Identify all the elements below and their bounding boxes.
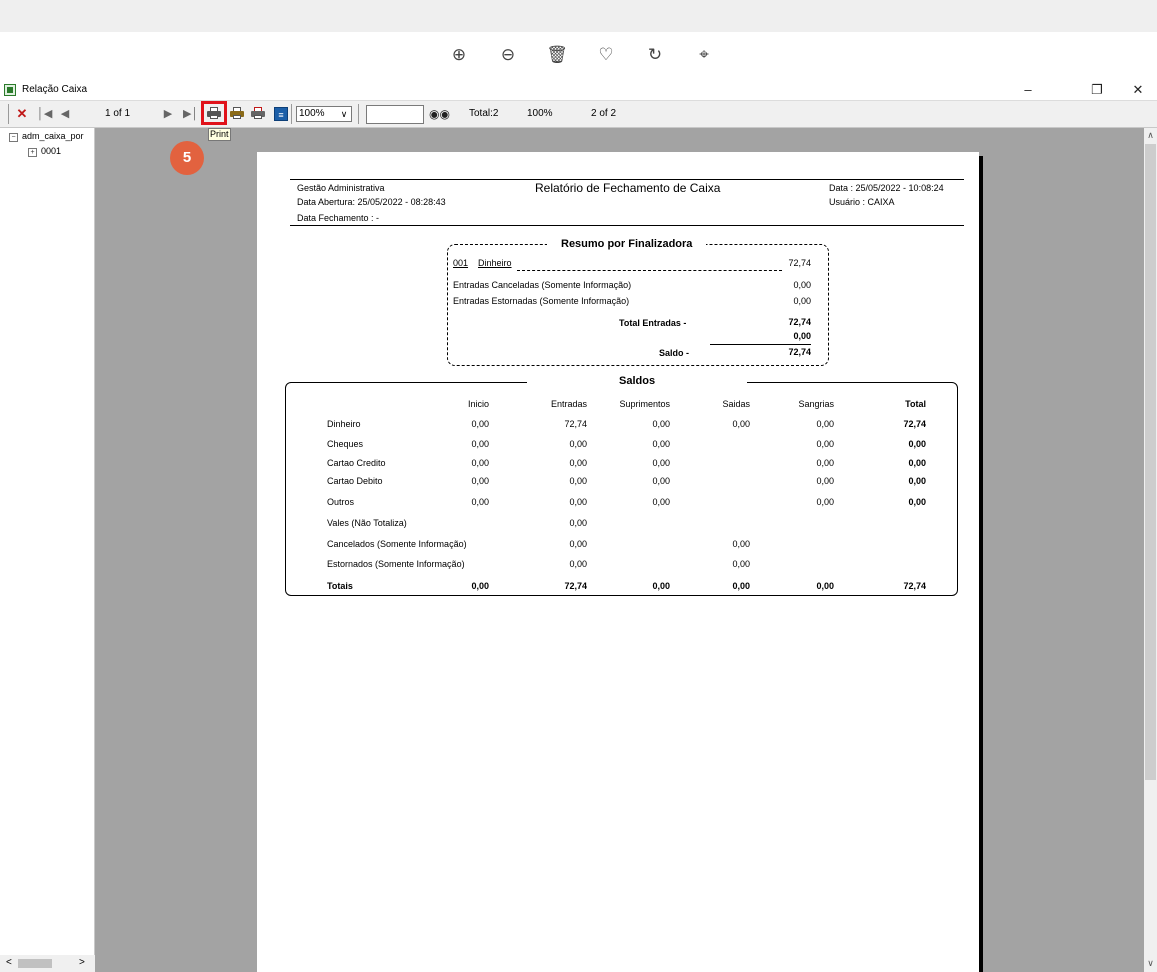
col-header-suprimentos: Suprimentos [619, 399, 670, 409]
close-button[interactable]: ✕ [1132, 82, 1144, 97]
saldos-cell: 0,00 [471, 497, 489, 507]
saldos-row-label: Cartao Debito [327, 476, 383, 486]
delete-icon[interactable]: 🗑 [546, 45, 568, 64]
top-bar [0, 0, 1157, 32]
pages-read: 2 of 2 [591, 108, 617, 119]
balance-label: Saldo - [659, 348, 690, 358]
window-title: Relação Caixa [22, 84, 88, 95]
report-user: Usuário : CAIXA [829, 197, 895, 207]
summary-row-line [517, 270, 782, 271]
total-entries-label: Total Entradas - [619, 318, 687, 328]
tree-horizontal-scrollbar[interactable] [0, 955, 95, 972]
report-date: Data : 25/05/2022 - 10:08:24 [829, 183, 944, 193]
tree-item-root[interactable]: adm_caixa_por [22, 131, 84, 141]
zoom-in-icon[interactable]: ⊕ [451, 45, 467, 64]
canceled-label: Entradas Canceladas (Somente Informação) [453, 280, 632, 290]
saldos-cell: 0,00 [471, 458, 489, 468]
print-highlight [201, 101, 227, 125]
canceled-value: 0,00 [793, 280, 811, 290]
summary-name: Dinheiro [478, 258, 512, 268]
saldos-cell: 0,00 [652, 476, 670, 486]
print-setup-icon[interactable] [230, 107, 244, 119]
expand-icon[interactable]: + [28, 148, 37, 157]
page-indicator: 1 of 1 [105, 108, 131, 119]
saldos-cell: 0,00 [569, 497, 587, 507]
totals-suprimentos: 0,00 [652, 581, 670, 591]
header-top-line [290, 179, 964, 180]
summary-value: 72,74 [788, 258, 811, 268]
saldos-cell: 72,74 [564, 419, 587, 429]
scroll-left-icon[interactable]: < [6, 957, 12, 968]
saldos-cell: 0,00 [908, 439, 926, 449]
col-header-entradas: Entradas [550, 399, 587, 409]
saldos-cell: 0,00 [816, 419, 834, 429]
minimize-button[interactable]: – [1024, 82, 1032, 97]
closing-date: Data Fechamento : - [297, 213, 380, 223]
restore-button[interactable]: ❐ [1091, 82, 1103, 97]
opening-date: Data Abertura: 25/05/2022 - 08:28:43 [297, 197, 446, 207]
image-viewer-toolbar [0, 32, 1157, 80]
saldos-row-label: Estornados (Somente Informação) [327, 559, 465, 569]
saldos-cell: 0,00 [908, 497, 926, 507]
scroll-down-icon[interactable]: ∨ [1147, 958, 1154, 968]
preview-vertical-scrollbar[interactable] [1144, 128, 1157, 972]
window-title-bar [0, 80, 1157, 100]
saldos-cell: 0,00 [471, 439, 489, 449]
favorite-icon[interactable]: ♡ [598, 45, 614, 64]
report-page [257, 152, 979, 972]
scrollbar-thumb[interactable] [18, 959, 52, 968]
saldos-cell: 0,00 [732, 539, 750, 549]
saldos-cell: 0,00 [471, 476, 489, 486]
total-records: Total:2 [469, 108, 499, 119]
saldos-cell: 0,00 [569, 559, 587, 569]
totals-sangrias: 0,00 [816, 581, 834, 591]
print-tooltip: Print [210, 129, 229, 139]
group-tree-panel [0, 128, 95, 972]
toolbar-separator [8, 104, 9, 124]
app-icon [4, 84, 16, 96]
last-page-icon[interactable]: ▶│ [183, 108, 199, 120]
saldos-cell: 0,00 [816, 497, 834, 507]
report-title: Relatório de Fechamento de Caixa [535, 181, 721, 195]
chevron-down-icon: ∨ [340, 109, 348, 119]
group-tree-icon[interactable]: ≡ [274, 107, 288, 121]
extra-value: 0,00 [793, 331, 811, 341]
saldos-row-label: Dinheiro [327, 419, 361, 429]
zoom-value: 100% [299, 108, 325, 119]
col-header-sangrias: Sangrias [798, 399, 834, 409]
saldos-cell: 72,74 [903, 419, 926, 429]
saldos-cell: 0,00 [816, 439, 834, 449]
summary-code: 001 [453, 258, 469, 268]
saldos-cell: 0,00 [816, 458, 834, 468]
saldos-row-label: Outros [327, 497, 355, 507]
saldos-cell: 0,00 [471, 419, 489, 429]
header-bottom-line [290, 225, 964, 226]
saldos-cell: 0,00 [732, 559, 750, 569]
saldos-cell: 0,00 [569, 458, 587, 468]
saldos-cell: 0,00 [569, 439, 587, 449]
saldos-cell: 0,00 [652, 439, 670, 449]
reversed-label: Entradas Estornadas (Somente Informação) [453, 296, 630, 306]
reversed-value: 0,00 [793, 296, 811, 306]
balance-line [710, 344, 811, 345]
saldos-row-label: Cartao Credito [327, 458, 386, 468]
col-header-total: Total [905, 399, 926, 409]
tree-item-0001[interactable]: 0001 [41, 146, 62, 156]
next-page-icon[interactable]: ▶ [163, 108, 173, 120]
saldos-cell: 0,00 [908, 476, 926, 486]
saldos-row-label: Cheques [327, 439, 364, 449]
saldos-title: Saldos [527, 375, 747, 388]
totals-entradas: 72,74 [564, 581, 587, 591]
total-entries-value: 72,74 [788, 317, 811, 327]
previous-page-icon[interactable]: ◀ [60, 108, 70, 120]
export-icon[interactable] [251, 107, 265, 119]
saldos-cell: 0,00 [652, 497, 670, 507]
scroll-up-icon[interactable]: ∧ [1147, 130, 1154, 140]
zoom-select[interactable] [296, 106, 352, 122]
col-header-saidas: Saidas [722, 399, 750, 409]
balance-value: 72,74 [788, 347, 811, 357]
rotate-icon[interactable]: ↻ [647, 45, 663, 64]
step-badge: 5 [170, 141, 204, 175]
binoculars-icon[interactable]: ◉◉ [429, 107, 450, 121]
first-page-icon[interactable]: │◀ [37, 108, 53, 120]
col-header-inicio: Inicio [467, 399, 489, 409]
collapse-icon[interactable]: − [9, 133, 18, 142]
close-report-icon[interactable]: ✕ [16, 106, 28, 121]
scroll-right-icon[interactable]: > [79, 957, 85, 968]
totals-label: Totais [327, 581, 353, 591]
saldos-cell: 0,00 [569, 539, 587, 549]
saldos-cell: 0,00 [732, 419, 750, 429]
summary-title: Resumo por Finalizadora [547, 238, 706, 251]
percent-read: 100% [527, 108, 553, 119]
search-input[interactable] [366, 105, 424, 124]
totals-total: 72,74 [903, 581, 926, 591]
company-name: Gestão Administrativa [297, 183, 385, 193]
saldos-cell: 0,00 [908, 458, 926, 468]
toolbar-separator [291, 104, 292, 124]
toolbar-separator [358, 104, 359, 124]
crop-icon[interactable]: ⌖ [699, 45, 709, 64]
report-preview-area [95, 128, 1144, 972]
saldos-cell: 0,00 [652, 458, 670, 468]
saldos-cell: 0,00 [816, 476, 834, 486]
saldos-cell: 0,00 [652, 419, 670, 429]
zoom-out-icon[interactable]: ⊖ [500, 45, 516, 64]
saldos-cell: 0,00 [569, 518, 587, 528]
saldos-row-label: Vales (Não Totaliza) [327, 518, 407, 528]
totals-saidas: 0,00 [732, 581, 750, 591]
saldos-cell: 0,00 [569, 476, 587, 486]
scrollbar-thumb[interactable] [1145, 144, 1156, 780]
saldos-row-label: Cancelados (Somente Informação) [327, 539, 467, 549]
totals-inicio: 0,00 [471, 581, 489, 591]
